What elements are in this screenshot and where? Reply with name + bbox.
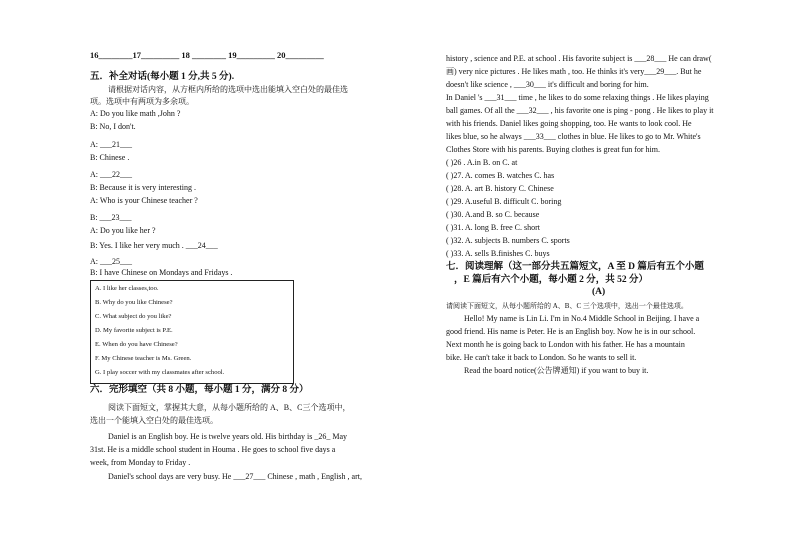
answer-row: 16________17_________ 18 ________ 19_________ 20_________ (90, 50, 324, 60)
reading-line: bike. He can't take it back to London. So he wants to sell it. (446, 353, 637, 362)
section-5-instruction-line1: 请根据对话内容，从方框内所给的选项中选出能填入空白处的最佳选 (108, 85, 348, 94)
passage-line: 画) very nice pictures . He likes math , too. He thinks it's very___29___. But he (446, 67, 702, 76)
dialogue-line: A: ___22___ (90, 170, 132, 179)
section-6-instruction-line2: 选出一个能填入空白处的最佳选项。 (90, 416, 218, 425)
passage-line: likes blue, so he always ___33___ clothes in blue. He likes to go to Mr. White's (446, 132, 701, 141)
option-item: G. I play soccer with my classmates after school. (95, 369, 225, 376)
reading-line: Hello! My name is Lin Li. I'm in No.4 Middle School in Beijing. I have a (464, 314, 700, 323)
dialogue-line: B: Because it is very interesting . (90, 183, 196, 192)
dialogue-line: A: ___25___ (90, 257, 132, 266)
dialogue-line: A: Do you like math ,John ? (90, 109, 181, 118)
question-item: ( )26 . A.in B. on C. at (446, 158, 518, 167)
section-5-title: 五．补全对话(每小题 1 分,共 5 分). (90, 72, 235, 82)
options-box (90, 280, 294, 384)
question-item: ( )30. A.and B. so C. because (446, 210, 540, 219)
passage-line: history , science and P.E. at school . His favorite subject is ___28___ He can draw( (446, 54, 712, 63)
passage-line: Daniel's school days are very busy. He ___27___ Chinese , math , English , art, (108, 472, 362, 481)
passage-line: 31st. He is a middle school student in Houma . He goes to school five days a (90, 445, 336, 454)
reading-line: Read the board notice(公告牌通知) if you want to buy it. (464, 366, 649, 375)
question-item: ( )29. A.useful B. difficult C. boring (446, 197, 562, 206)
section-7-instruction: 请阅读下面短文，从每小题所给的 A、B、C 三个选项中，选出一个最佳选项。 (446, 302, 688, 310)
dialogue-line: B: Chinese . (90, 153, 130, 162)
dialogue-line: A: ___21___ (90, 140, 132, 149)
dialogue-line: B: I have Chinese on Mondays and Fridays . (90, 268, 233, 277)
section-7-subtitle: (A) (592, 287, 606, 297)
section-7-title-line1: 七．阅读理解（这一部分共五篇短文，A 至 D 篇后有五个小题 (446, 262, 704, 272)
passage-line: doesn't like science , ___30___ it's difficult and boring for him. (446, 80, 649, 89)
question-item: ( )27. A. comes B. watches C. has (446, 171, 555, 180)
passage-line: Daniel is an English boy. He is twelve years old. His birthday is _26_ May (108, 432, 347, 441)
reading-line: Next month he is going back to London with his father. He has a mountain (446, 340, 685, 349)
question-item: ( )28. A. art B. history C. Chinese (446, 184, 554, 193)
reading-line: good friend. His name is Peter. He is an English boy. Now he is in our school. (446, 327, 696, 336)
passage-line: with his friends. Daniel likes going shopping, too. He wants to look cool. He (446, 119, 692, 128)
option-item: C. What subject do you like? (95, 313, 172, 320)
option-item: A. I like her classes,too. (95, 285, 159, 292)
dialogue-line: A: Who is your Chinese teacher ? (90, 196, 198, 205)
section-6-title: 六．完形填空（共 8 小题，每小题 1 分，满分 8 分） (90, 385, 309, 395)
dialogue-line: B: No, I don't. (90, 122, 136, 131)
passage-line: week, from Monday to Friday . (90, 458, 191, 467)
option-item: B. Why do you like Chinese? (95, 299, 173, 306)
section-7-title-line2: ，E 篇后有六个小题，每小题 2 分，共 52 分） (454, 275, 648, 285)
option-item: E. When do you have Chinese? (95, 341, 178, 348)
question-item: ( )33. A. sells B.finishes C. buys (446, 249, 550, 258)
passage-line: ball games. Of all the ___32___ , his favorite one is ping - pong . He likes to play it (446, 106, 714, 115)
section-6-instruction-line1: 阅读下面短文，掌握其大意，从每小题所给的 A、B、C三个选项中， (108, 403, 351, 412)
section-5-instruction-line2: 项。选项中有两项为多余项。 (90, 97, 194, 106)
dialogue-line: B: ___23___ (90, 213, 132, 222)
dialogue-line: A: Do you like her ? (90, 226, 156, 235)
option-item: F. My Chinese teacher is Ms. Green. (95, 355, 192, 362)
passage-line: Clothes Store with his parents. Buying clothes is great fun for him. (446, 145, 660, 154)
passage-line: In Daniel 's ___31___ time , he likes to do some relaxing things . He likes playing (446, 93, 709, 102)
option-item: D. My favorite subject is P.E. (95, 327, 173, 334)
question-item: ( )31. A. long B. free C. short (446, 223, 540, 232)
question-item: ( )32. A. subjects B. numbers C. sports (446, 236, 570, 245)
dialogue-line: B: Yes. I like her very much . ___24___ (90, 241, 218, 250)
